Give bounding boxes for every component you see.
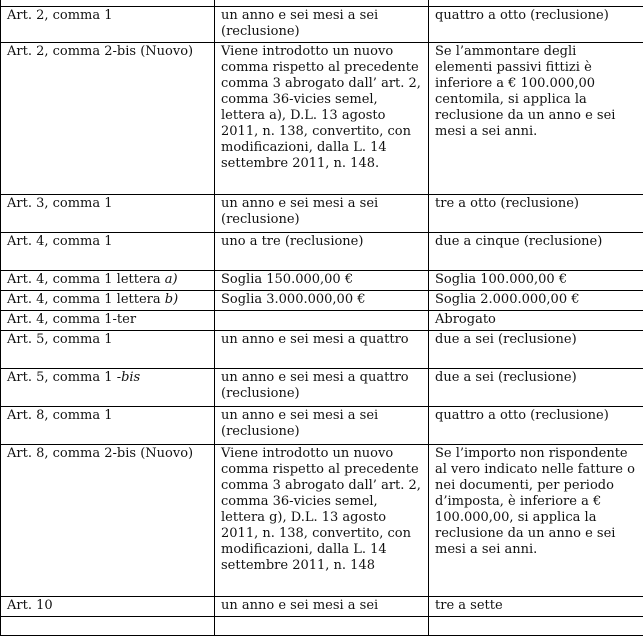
cell-previous: [215, 311, 429, 331]
cell-previous: uno a tre (reclusione): [215, 233, 429, 271]
table-row: [1, 445, 643, 597]
cell-previous: un anno e sei mesi a sei (reclusione): [215, 407, 429, 445]
cell-previous: [215, 617, 429, 636]
table-row: [1, 597, 643, 617]
cell-current: Se l’importo non rispondente al vero indicato nelle fatture o nei documenti, per periodo d’imposta, è inferiore a € 100.000,00, si applica la reclusione da un anno e sei mesi a sei anni.: [429, 445, 643, 597]
table-row: [1, 271, 643, 291]
table-row: [1, 195, 643, 233]
table-row: [1, 407, 643, 445]
cell-current: due a sei (reclusione): [429, 331, 643, 369]
cell-current: tre a otto (reclusione): [429, 195, 643, 233]
cell-article: Art. 5, comma 1: [1, 331, 215, 369]
cell-article: [1, 291, 215, 311]
table-row: [1, 233, 643, 271]
cell-current: [429, 617, 643, 636]
cell-article: Art. 8, comma 2-bis (Nuovo): [1, 445, 215, 597]
table-row: [1, 291, 643, 311]
cell-current: Se l’ammontare degli elementi passivi fittizi è inferiore a € 100.000,00 centomila, si applica la reclusione da un anno e sei mesi a sei anni.: [429, 43, 643, 195]
cell-current: quattro a otto (reclusione): [429, 407, 643, 445]
cell-article: Art. 2, comma 1: [1, 7, 215, 43]
cell-current: Soglia 100.000,00 €: [429, 271, 643, 291]
table-row: [1, 331, 643, 369]
cell-article: [1, 271, 215, 291]
table-row: [1, 7, 643, 43]
table-row-cut-bottom: [1, 617, 643, 636]
table-row: [1, 311, 643, 331]
cell-article: Art. 8, comma 1: [1, 407, 215, 445]
cell-previous: Soglia 3.000.000,00 €: [215, 291, 429, 311]
cell-previous: un anno e sei mesi a sei (reclusione): [215, 7, 429, 43]
cell-article: Art. 10: [1, 597, 215, 617]
cell-previous: un anno e sei mesi a sei: [215, 597, 429, 617]
cell-current: due a cinque (reclusione): [429, 233, 643, 271]
article-letter: b): [165, 292, 178, 307]
cell-current: tre a sette: [429, 597, 643, 617]
article-letter: a): [165, 272, 178, 287]
cell-article: [1, 369, 215, 407]
cell-current: quattro a otto (reclusione): [429, 7, 643, 43]
article-prefix: Art. 4, comma 1 lettera: [7, 272, 165, 287]
article-suffix: -bis: [117, 370, 141, 385]
cell-previous: un anno e sei mesi a quattro: [215, 331, 429, 369]
article-prefix: Art. 4, comma 1 lettera: [7, 292, 165, 307]
cell-previous: Viene introdotto un nuovo comma rispetto al precedente comma 3 abrogato dall’ art. 2, comma 36-vicies semel, lettera g), D.L. 13 agosto 2011, n. 138, convertito, con modificazioni, dalla L. 14 settembre 2011, n. 148: [215, 445, 429, 597]
cell-current: Abrogato: [429, 311, 643, 331]
cell-article: [1, 617, 215, 636]
cell-previous: un anno e sei mesi a sei (reclusione): [215, 195, 429, 233]
cell-article: Art. 3, comma 1: [1, 195, 215, 233]
table-row: [1, 369, 643, 407]
cell-previous: Soglia 150.000,00 €: [215, 271, 429, 291]
cell-article: Art. 2, comma 2-bis (Nuovo): [1, 43, 215, 195]
cell-article: Art. 4, comma 1-ter: [1, 311, 215, 331]
cell-previous: un anno e sei mesi a quattro (reclusione): [215, 369, 429, 407]
cell-article: Art. 4, comma 1: [1, 233, 215, 271]
cell-current: Soglia 2.000.000,00 €: [429, 291, 643, 311]
cell-previous: Viene introdotto un nuovo comma rispetto al precedente comma 3 abrogato dall’ art. 2, comma 36-vicies semel, lettera a), D.L. 13 agosto 2011, n. 138, convertito, con modificazioni, dalla L. 14 settembre 2011, n. 148.: [215, 43, 429, 195]
table-row: [1, 43, 643, 195]
article-prefix: Art. 5, comma 1: [7, 370, 117, 385]
cell-current: due a sei (reclusione): [429, 369, 643, 407]
